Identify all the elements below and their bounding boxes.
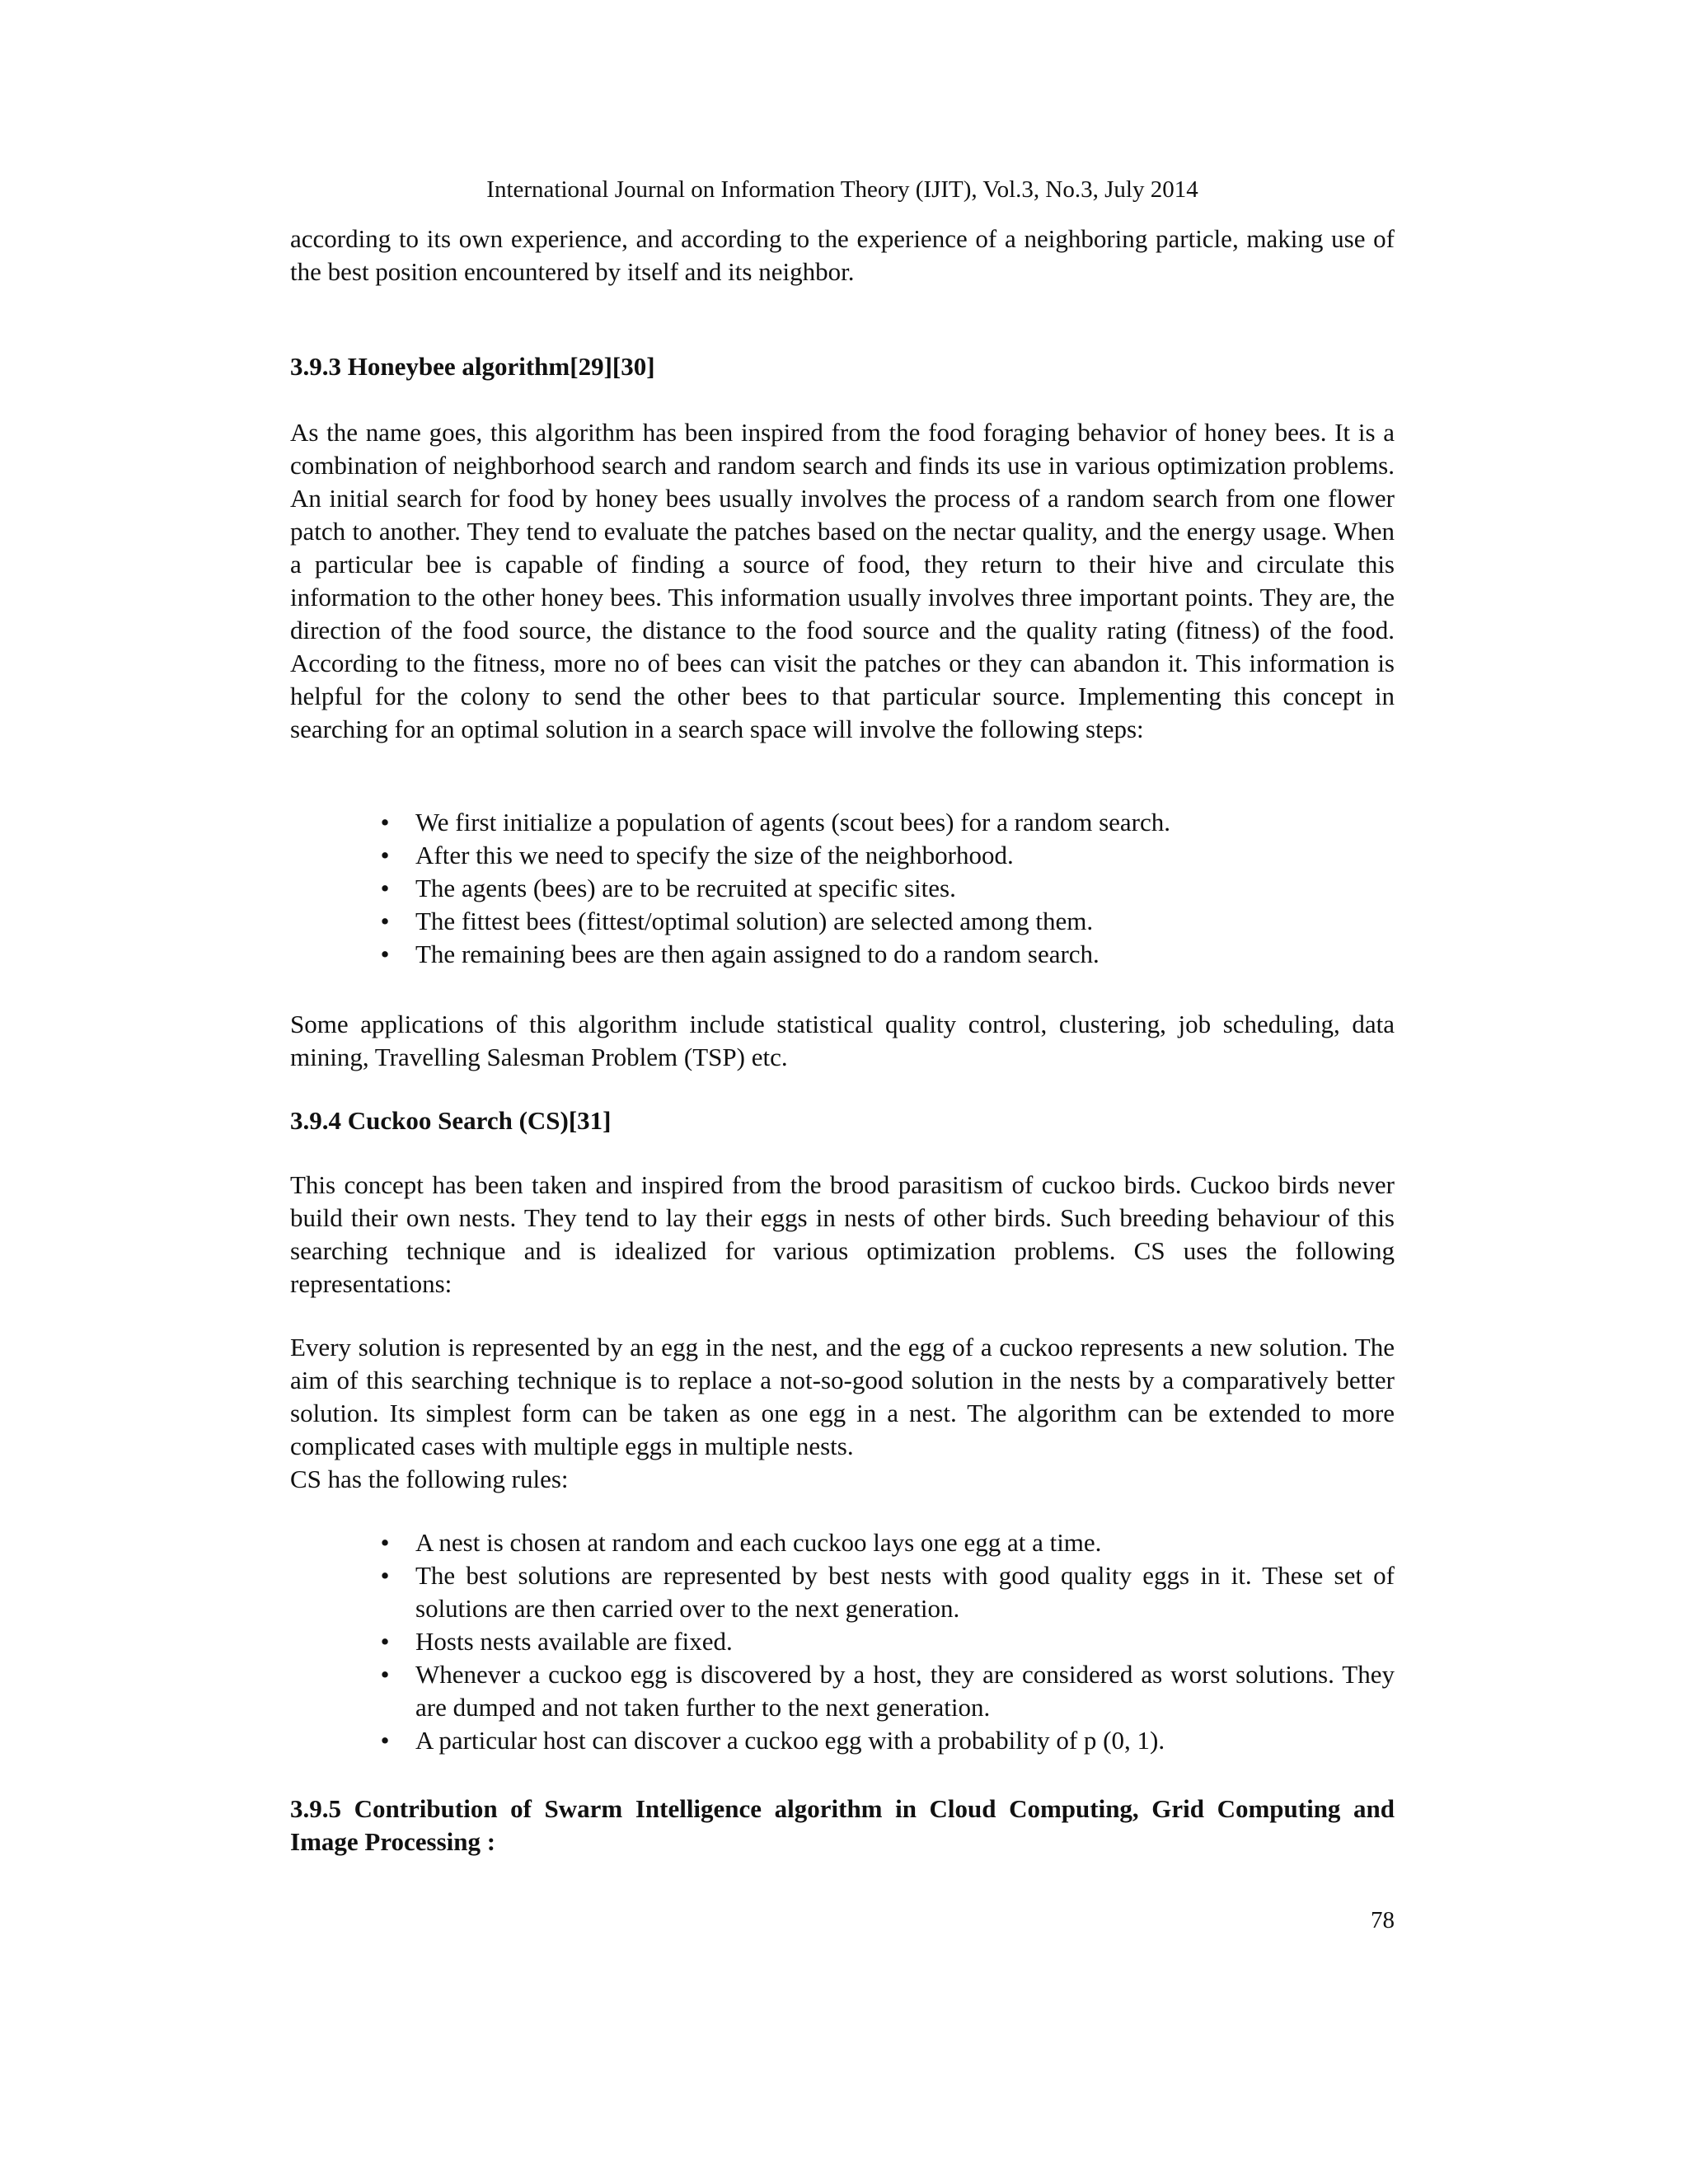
contribution-heading: 3.9.5 Contribution of Swarm Intelligence algorithm in Cloud Computing, Grid Computing and Image Processing : [290,1794,1395,1856]
bullet-icon: • [380,940,390,968]
page-number: 78 [1371,1907,1395,1933]
cuckoo-rules-intro: CS has the following rules: [290,1465,569,1493]
cuckoo-rules-list [377,1526,1395,1757]
bullet-icon: • [380,841,390,869]
honeybee-applications: Some applications of this algorithm include statistical quality control, clustering, job scheduling, data mining, Travelling Salesman Problem (TSP) etc. [290,1010,1395,1071]
list-item: • A particular host can discover a cuckoo egg with a probability of p (0, 1). [377,1724,1395,1757]
document-page [290,0,1395,2184]
list-item: • The agents (bees) are to be recruited at specific sites. [377,872,1395,905]
list-item: • The remaining bees are then again assigned to do a random search. [377,938,1395,971]
bullet-icon: • [380,1627,390,1656]
bullet-icon: • [380,1660,390,1689]
list-item: • The best solutions are represented by best nests with good quality eggs in it. These set of solutions are then carried over to the next generation. [377,1559,1395,1625]
bullet-icon: • [380,1528,390,1557]
bullet-icon: • [380,874,390,902]
list-item: • The fittest bees (fittest/optimal solution) are selected among them. [377,905,1395,938]
bullet-icon: • [380,907,390,935]
cuckoo-paragraph-1: This concept has been taken and inspired from the brood parasitism of cuckoo birds. Cuckoo birds never build their own nests. They tend to lay their eggs in nests of other birds. Such breeding behaviour of this searching technique and is idealized for various optimization problems. CS uses the following representations: [290,1170,1395,1298]
honeybee-paragraph: As the name goes, this algorithm has been inspired from the food foraging behavior of honey bees. It is a combination of neighborhood search and random search and finds its use in various optimization problems. An initial search for food by honey bees usually involves the process of a random search from one flower patch to another. They tend to evaluate the patches based on the nectar quality, and the energy usage. When a particular bee is capable of finding a source of food, they return to their hive and circulate this information to the other honey bees. This information usually involves three important points. They are, the direction of the food source, the distance to the food source and the quality rating (fitness) of the food. According to the fitness, more no of bees can visit the patches or they can abandon it. This information is helpful for the colony to send the other bees to that particular source. Implementing this concept in searching for an optimal solution in a search space will involve the following steps: [290,418,1395,743]
list-item: • Hosts nests available are fixed. [377,1625,1395,1658]
bullet-icon: • [380,808,390,837]
running-header: International Journal on Information Theory (IJIT), Vol.3, No.3, July 2014 [486,176,1198,203]
cuckoo-paragraph-2: Every solution is represented by an egg in the nest, and the egg of a cuckoo represents a new solution. The aim of this searching technique is to replace a not-so-good solution in the nests by a comparatively better solution. Its simplest form can be taken as one egg in a nest. The algorithm can be extended to more complicated cases with multiple eggs in multiple nests. [290,1333,1395,1460]
list-item: • Whenever a cuckoo egg is discovered by a host, they are considered as worst solutions. They are dumped and not taken further to the next generation. [377,1658,1395,1724]
list-item: • A nest is chosen at random and each cuckoo lays one egg at a time. [377,1526,1395,1559]
honeybee-steps-list [377,806,1395,971]
honeybee-heading: 3.9.3 Honeybee algorithm[29][30] [290,352,655,381]
cuckoo-heading: 3.9.4 Cuckoo Search (CS)[31] [290,1106,612,1135]
intro-paragraph: according to its own experience, and according to the experience of a neighboring particle, making use of the best position encountered by itself and its neighbor. [290,224,1395,286]
list-item: • After this we need to specify the size of the neighborhood. [377,839,1395,872]
list-item: • We first initialize a population of agents (scout bees) for a random search. [377,806,1395,839]
bullet-icon: • [380,1561,390,1590]
bullet-icon: • [380,1726,390,1755]
